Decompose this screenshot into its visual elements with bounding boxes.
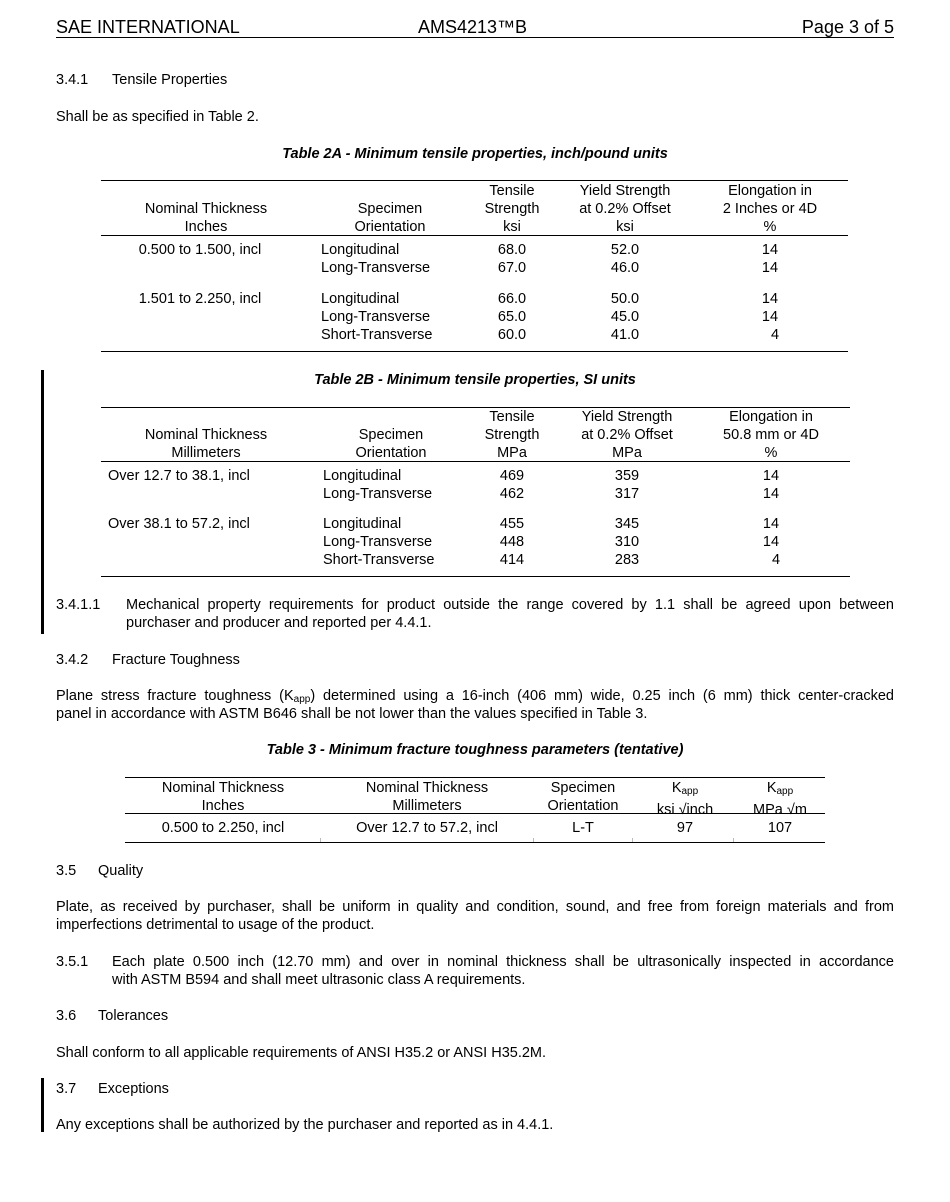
table-rule: [101, 180, 848, 181]
table-rule: [125, 813, 825, 814]
section-body: Shall conform to all applicable requirements of ANSI H35.2 or ANSI H35.2M.: [56, 1045, 547, 1061]
header-thickness: Nominal Thickness Millimeters: [144, 427, 268, 461]
header-elongation: Elongation in 2 Inches or 4D %: [722, 183, 818, 235]
section-body: Any exceptions shall be authorized by the purchaser and reported as in 4.4.1.: [56, 1117, 554, 1133]
section-number: 3.4.1.1: [56, 597, 101, 613]
section-body-line: Plane stress fracture toughness $(K_{app})$ determined using a 16-inch (406 mm) wide, 0.25 inch (6 mm) thick center-cracked: [56, 688, 894, 705]
header-thickness: Nominal Thickness Inches: [144, 201, 268, 235]
table-rule: [125, 777, 825, 778]
table-rule: [101, 461, 850, 462]
header-orientation: Specimen Orientation: [354, 201, 426, 235]
change-bar: [41, 370, 44, 634]
table-rule: [125, 842, 825, 843]
section-title: Quality: [98, 863, 144, 879]
header-orientation: Specimen Orientation: [355, 427, 427, 461]
header-thickness-inches: Nominal Thickness Inches: [161, 780, 285, 814]
page-header: [56, 17, 894, 38]
header-tensile: Tensile Strength MPa: [484, 409, 540, 461]
header-k-ksi: $K_{app}$ ksi √inch: [656, 780, 714, 818]
section-number: 3.6: [56, 1008, 77, 1024]
table-caption: Table 2A - Minimum tensile properties, inch/pound units: [282, 146, 668, 162]
section-title: Fracture Toughness: [112, 652, 240, 668]
section-number: 3.4.2: [56, 652, 89, 668]
table-rule: [101, 351, 848, 352]
section-title: Tensile Properties: [112, 72, 228, 88]
section-body-line: panel in accordance with ASTM B646 shall be not lower than the values specified in Table 3.: [56, 706, 648, 722]
header-thickness-mm: Nominal Thickness Millimeters: [365, 780, 489, 814]
section-number: 3.4.1: [56, 72, 89, 88]
header-org: SAE INTERNATIONAL: [56, 17, 240, 37]
section-body-line: imperfections detrimental to usage of the product.: [56, 917, 375, 933]
header-orientation: Specimen Orientation: [547, 780, 619, 814]
section-body-line: Each plate 0.500 inch (12.70 mm) and over in nominal thickness shall be ultrasonically inspected in accordance: [112, 954, 894, 970]
section-number: 3.5.1: [56, 954, 89, 970]
section-title: Exceptions: [98, 1081, 169, 1097]
header-k-mpa: $K_{app}$ MPa √m: [753, 780, 807, 818]
header-doc-number: AMS4213™B: [418, 17, 528, 37]
section-title: Tolerances: [98, 1008, 169, 1024]
section-number: 3.7: [56, 1081, 77, 1097]
section-number: 3.5: [56, 863, 77, 879]
table-caption: Table 3 - Minimum fracture toughness parameters (tentative): [266, 742, 684, 758]
header-yield: Yield Strength at 0.2% Offset MPa: [581, 409, 673, 461]
section-body-line: purchaser and producer and reported per 4.4.1.: [126, 615, 432, 631]
change-bar: [41, 1078, 44, 1132]
section-body-line: with ASTM B594 and shall meet ultrasonic class A requirements.: [112, 972, 526, 988]
header-elongation: Elongation in 50.8 mm or 4D %: [723, 409, 819, 461]
header-yield: Yield Strength at 0.2% Offset ksi: [579, 183, 671, 235]
table-caption: Table 2B - Minimum tensile properties, SI units: [314, 372, 636, 388]
section-body: Shall be as specified in Table 2.: [56, 109, 259, 125]
table-rule: [101, 235, 848, 236]
section-body-line: Mechanical property requirements for product outside the range covered by 1.1 shall be agreed upon between: [126, 597, 894, 613]
table-rule: [101, 576, 850, 577]
header-tensile: Tensile Strength ksi: [484, 183, 540, 235]
section-body-line: Plate, as received by purchaser, shall be uniform in quality and condition, sound, and free from foreign materials and from: [56, 899, 894, 915]
header-page-number: Page 3 of 5: [801, 17, 894, 37]
